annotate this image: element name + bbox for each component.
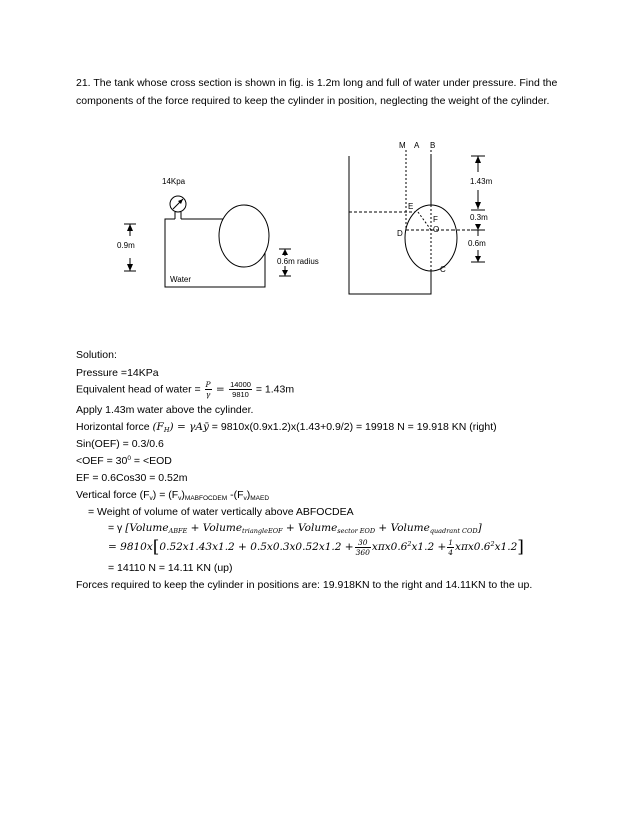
vertical-force-line: Vertical force (Fv) = (Fv)MABFOCDEM -(Fv)MAED <box>76 489 270 502</box>
dim-low: 0.6m <box>468 239 486 248</box>
horizontal-force-line: Horizontal force (FH) = γAȳ = 9810x(0.9x1.2)x(1.43+0.9/2) = 19918 N = 19.918 KN (right) <box>76 421 497 434</box>
label-o: O <box>433 225 440 234</box>
label-e: E <box>408 202 414 211</box>
label-f: F <box>433 215 438 224</box>
ef-line: EF = 0.6Cos30 = 0.52m <box>76 472 188 484</box>
problem-line-2: components of the force required to keep the cylinder in position, neglecting the weight of the cylinder. <box>76 95 550 107</box>
sin-line: Sin(OEF) = 0.3/0.6 <box>76 438 164 450</box>
pressure-line: Pressure =14KPa <box>76 367 159 379</box>
label-d: D <box>397 229 403 238</box>
depth-label: 0.9m <box>117 241 135 250</box>
label-c: C <box>440 265 446 274</box>
angle-line: $<OEF = 30^0 = <EOD$ <box>76 455 172 467</box>
radius-label: 0.6m radius <box>277 257 319 266</box>
dim-top: 1.43m <box>470 177 493 186</box>
volume-sum-line: = γ [VolumeABFE + VolumetriangleEOF + Volumesector EOD + Volumequadrant COD] <box>108 522 482 535</box>
calculation-line: = 9810x[0.52x1.43x1.2 + 0.5x0.3x0.52x1.2 + $\frac{30}{360}$ $x\pi x0.6^2x1.2$ + $\frac{1}{4}$ $x\pi x0.6^2x1.2$] <box>108 537 524 557</box>
water-label: Water <box>170 275 192 284</box>
weight-line: = Weight of volume of water vertically above ABFOCDEA <box>88 506 354 518</box>
label-a: A <box>414 141 420 150</box>
result-line: = 14110 N = 14.11 KN (up) <box>108 562 233 574</box>
label-m: M <box>399 141 406 150</box>
dim-mid: 0.3m <box>470 213 488 222</box>
conclusion-line: Forces required to keep the cylinder in positions are: 19.918KN to the right and 14.11KN to the up. <box>76 579 533 591</box>
eq-head-prefix: Equivalent head of water = <box>76 383 204 396</box>
equivalent-head-line: Equivalent head of water = $\frac{P}{\gamma}$ = $\frac{14000}{9810}$ = 1.43m <box>76 380 295 399</box>
label-b: B <box>430 141 436 150</box>
apply-line: Apply 1.43m water above the cylinder. <box>76 404 254 416</box>
problem-line-1: 21. The tank whose cross section is shown in fig. is 1.2m long and full of water under pressure. Find the <box>76 77 558 89</box>
solution-heading: Solution: <box>76 349 117 361</box>
gauge-label: 14Kpa <box>162 177 186 186</box>
